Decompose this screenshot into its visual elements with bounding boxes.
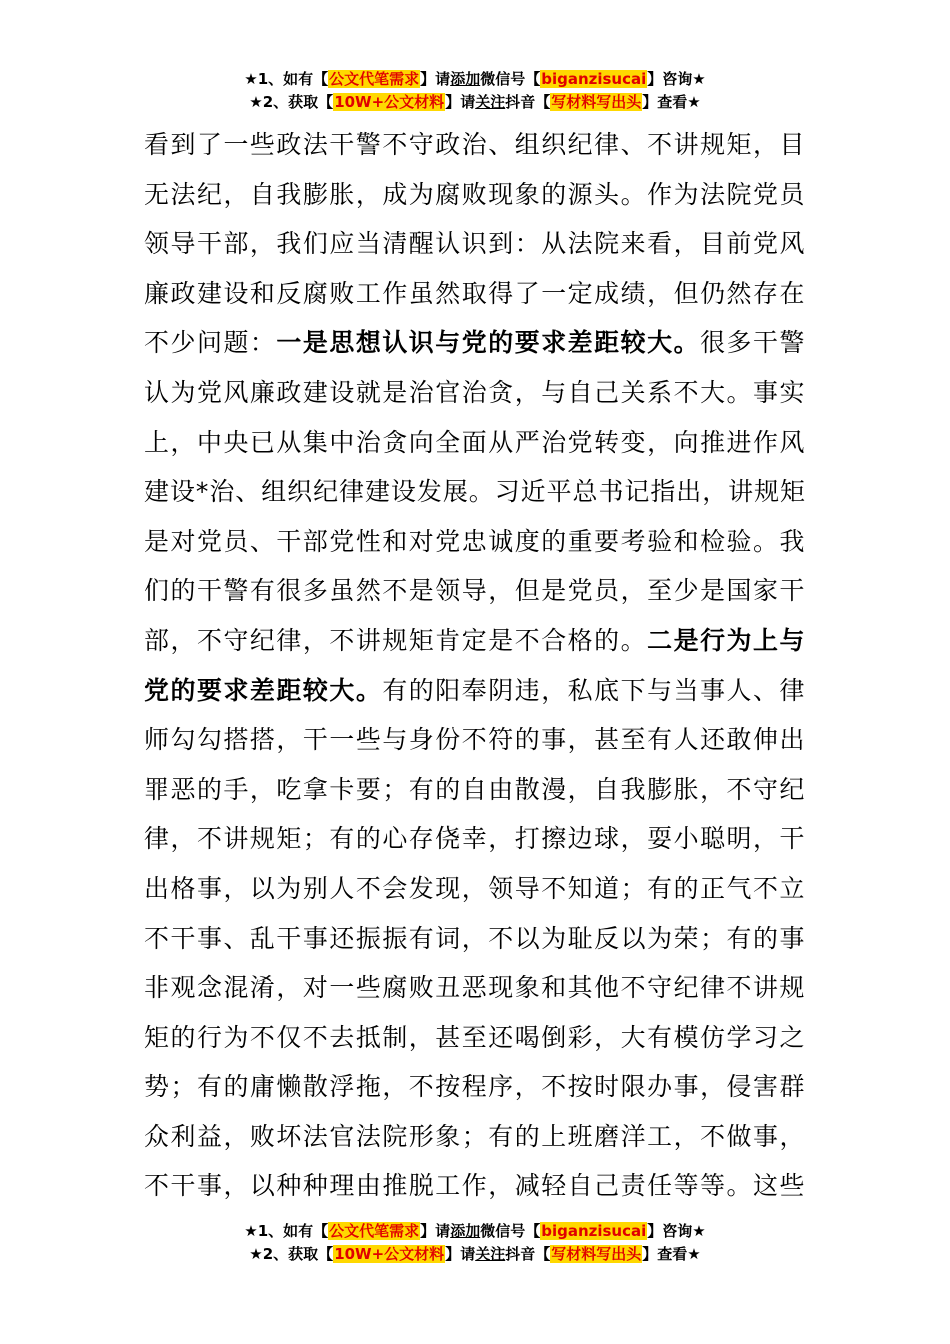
- banner-line-2: [0, 1243, 950, 1266]
- text-run: 势；有的庸懒散浮拖，不按程序，不按时限办事，侵害群: [144, 1072, 806, 1102]
- text-line: [144, 864, 806, 914]
- banner-underline: 关注: [475, 1245, 506, 1263]
- banner-text: ★2、获取【: [249, 1245, 334, 1263]
- text-run: 律，不讲规矩；有的心存侥幸，打擦边球，耍小聪明，干: [144, 824, 806, 854]
- highlight-service: 公文代笔需求: [329, 1222, 420, 1240]
- banner-text: ★1、如有【: [244, 70, 329, 88]
- banner-line-1: [0, 68, 950, 91]
- text-line: [144, 517, 806, 567]
- banner-text: 抖音【: [505, 1245, 551, 1263]
- text-line: [144, 219, 806, 269]
- text-run: 罪恶的手，吃拿卡要；有的自由散漫，自我膨胀，不守纪: [144, 774, 806, 804]
- banner-text: 】咨询★: [647, 1222, 706, 1240]
- header-banner: [0, 68, 950, 114]
- text-run: 非观念混淆，对一些腐败丑恶现象和其他不守纪律不讲规: [144, 973, 806, 1003]
- text-line: [144, 914, 806, 964]
- text-line: [144, 467, 806, 517]
- text-line: [144, 120, 806, 170]
- bold-text: 二是行为上与: [647, 625, 806, 655]
- text-run: 矩的行为不仅不去抵制，甚至还喝倒彩，大有模仿学习之: [144, 1022, 806, 1052]
- text-run: 师勾勾搭搭，干一些与身份不符的事，甚至有人还敢伸出: [144, 725, 806, 755]
- text-line: [144, 170, 806, 220]
- banner-line-2: [0, 91, 950, 114]
- text-line: [144, 765, 806, 815]
- highlight-materials: 10W+公文材料: [334, 93, 445, 111]
- banner-text: 】咨询★: [647, 70, 706, 88]
- text-run: 不干事，以种种理由推脱工作，减轻自己责任等等。这些: [144, 1171, 806, 1201]
- text-line: [144, 318, 806, 368]
- text-run: 看到了一些政法干警不守政治、组织纪律、不讲规矩，目: [144, 130, 806, 159]
- text-run: 有的阳奉阴违，私底下与当事人、律: [382, 675, 806, 705]
- text-run: 不少问题：: [144, 328, 277, 358]
- text-line: [144, 418, 806, 468]
- text-run: 出格事，以为别人不会发现，领导不知道；有的正气不立: [144, 873, 806, 903]
- banner-text: 】查看★: [642, 93, 701, 111]
- text-line: [144, 616, 806, 666]
- highlight-douyin: 写材料写出头: [551, 1245, 642, 1263]
- bold-text: 一是思想认识与党的要求差距较大。: [276, 328, 701, 358]
- text-run: 们的干警有很多虽然不是领导，但是党员，至少是国家干: [144, 576, 806, 606]
- highlight-materials: 10W+公文材料: [334, 1245, 445, 1263]
- text-line: [144, 1161, 806, 1211]
- text-line: [144, 963, 806, 1013]
- highlight-douyin: 写材料写出头: [551, 93, 642, 111]
- highlight-wechat-id: biganzisucai: [541, 1222, 647, 1240]
- text-line: [144, 814, 806, 864]
- banner-text: 抖音【: [505, 93, 551, 111]
- text-run: 众利益，败坏法官法院形象；有的上班磨洋工，不做事，: [144, 1121, 806, 1151]
- text-line: [144, 566, 806, 616]
- text-run: 是对党员、干部党性和对党忠诚度的重要考验和检验。我: [144, 526, 806, 556]
- text-line: [144, 368, 806, 418]
- banner-text: 】请: [445, 93, 476, 111]
- banner-text: 微信号【: [480, 70, 541, 88]
- text-run: 上，中央已从集中治贪向全面从严治党转变，向推进作风: [144, 427, 806, 457]
- banner-text: ★2、获取【: [249, 93, 334, 111]
- text-run: 建设*治、组织纪律建设发展。习近平总书记指出，讲规矩: [144, 477, 806, 507]
- banner-underline: 关注: [475, 93, 506, 111]
- banner-text: ★1、如有【: [244, 1222, 329, 1240]
- text-line: [144, 666, 806, 716]
- text-run: 部，不守纪律，不讲规矩肯定是不合格的。: [144, 625, 648, 655]
- text-line: [144, 715, 806, 765]
- text-line: [144, 1112, 806, 1162]
- bold-text: 党的要求差距较大。: [144, 675, 383, 705]
- text-run: 很多干警: [700, 328, 806, 358]
- banner-text: 】请: [420, 70, 451, 88]
- text-run: 不干事、乱干事还振振有词，不以为耻反以为荣；有的事: [144, 923, 806, 953]
- banner-text: 】查看★: [642, 1245, 701, 1263]
- text-run: 认为党风廉政建设就是治官治贪，与自己关系不大。事实: [144, 377, 806, 407]
- banner-underline: 添加: [450, 70, 481, 88]
- highlight-wechat-id: biganzisucai: [541, 70, 647, 88]
- text-run: 无法纪，自我膨胀，成为腐败现象的源头。作为法院党员: [144, 179, 806, 209]
- banner-text: 】请: [445, 1245, 476, 1263]
- text-run: 领导干部，我们应当清醒认识到：从法院来看，目前党风: [144, 229, 806, 259]
- banner-text: 微信号【: [480, 1222, 541, 1240]
- text-line: [144, 269, 806, 319]
- footer-banner: [0, 1220, 950, 1266]
- text-run: 廉政建设和反腐败工作虽然取得了一定成绩，但仍然存在: [144, 278, 806, 308]
- document-body: [144, 120, 806, 1211]
- banner-underline: 添加: [450, 1222, 481, 1240]
- text-line: [144, 1013, 806, 1063]
- banner-text: 】请: [420, 1222, 451, 1240]
- highlight-service: 公文代笔需求: [329, 70, 420, 88]
- text-line: [144, 1062, 806, 1112]
- banner-line-1: [0, 1220, 950, 1243]
